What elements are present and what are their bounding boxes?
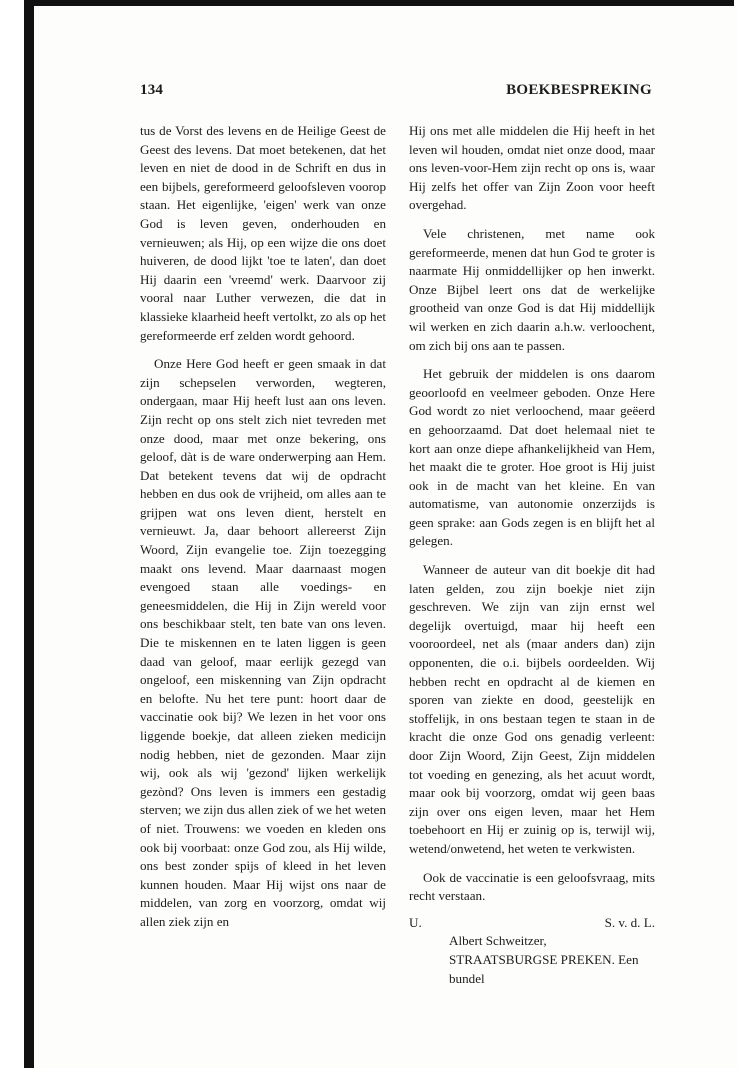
paragraph: Wanneer de auteur van dit boekje dit had laten gelden, zou zijn boekje niet zijn geschreven. We zijn van zijn ernst wel degelijk overtuigd, maar hij heeft een vooroordeel, net als (maar anders dan) zijn opponenten, die o.i. bijbels oordeelden. Wij hebben recht en opdracht al de kiemen en sporen van ziekte en dood, geestelijk en stoffelijk, in ons bestaan tegen te staan in de kracht die onze God ons genadig verleent: door Zijn Woord, Zijn Geest, Zijn middelen tot voeding en genezing, als het acuut wordt, maar ook bij voorzorg, omdat wij geen baas zijn over ons eigen leven, maar het Hem toebehoort en Hij er zuinig op is, terwijl wij, wetend/onwetend, het weten te verkwisten. — [409, 562, 655, 856]
paragraph: Vele christenen, met name ook gereformeerde, menen dat hun God te groter is naarmate Hij onmiddellijker op hen inwerkt. Onze Bijbel leert ons dat de werkelijke grootheid van onze God is dat Hij middellijk wil werken en zich daarin a.h.w. verloochent, om zich bij ons aan te passen. — [409, 225, 655, 353]
book-description: Een bundel — [449, 951, 639, 986]
paragraph: Het gebruik der middelen is ons daarom geoorloofd en veelmeer geboden. Onze Here God wordt zo niet verloochend, maar geëerd en gehoorzaamd. Dat doet helemaal niet te kort aan onze diepe afhankelijkheid van Hem, het maakt die te groter. Hoe groot is Hij juist ook in de macht van het kleine. En van automatisme, van autonomie onzerzijds is geen sprake: aan Gods zegen is en blijft het al gelegen. — [409, 366, 655, 549]
paragraph: Onze Here God heeft er geen smaak in dat zijn schepselen verworden, wegteren, ondergaan, maar Hij heeft lust aan ons leven. Zijn recht op ons stelt zich niet tevreden met onze dood, maar met onze bekering, ons geloof, dàt is de ware onderwerping aan Hem. Dat betekent tevens dat wij de opdracht hebben en dus ook de vrijheid, om alles aan te grijpen wat ons leven dient, herstelt en vernieuwt. Ja, daar behoort allereerst Zijn Woord, Zijn evangelie toe. Zijn toezegging maakt ons levend. Maar daarnaast mogen evengoed staan alle voedings- en geneesmiddelen, die Hij in Zijn wereld voor ons beschikbaar stelt, ten bate van ons leven. Die te miskennen en te laten liggen is geen daad van geloof, maar eerlijk gezegd van ongeloof, een miskenning van Zijn opdracht en belofte. Nu het tere punt: hoort daar de vaccinatie ook bij? We lezen in het voor ons liggende boekje, dat alleen zieken medicijn nodig hebben, niet de gezonden. Maar zijn wij, ook als wij 'gezond' lijken werkelijk gezònd? Ons leven is immers een gestadig sterven; we zijn dus allen ziek of we het weten of niet. Trouwens: we voeden en kleden ons ook bij voorbaat: onze God zou, als Hij wilde, ons best zonder spijs of kleed in het leven kunnen houden. Maar Hij wijst ons naar de middelen, van zorg en voorzorg, omdat wij allen ziek zijn en — [140, 356, 386, 929]
paragraph: Ook de vaccinatie is een geloofsvraag, mits recht verstaan. — [409, 869, 655, 904]
left-column — [140, 122, 386, 932]
right-column — [409, 122, 655, 988]
running-header: BOEKBESPREKING — [506, 82, 652, 98]
paragraph: tus de Vorst des levens en de Heilige Geest de Geest des levens. Dat moet betekenen, dat het leven en niet de dood in de Schrift en dus in een bijbels, gereformeerd geloofsleven voorop staan. Het eigenlijke, 'eigen' werk van onze God is leven geven, onderhouden en vernieuwen; als Hij, op een wijze die ons doet huiveren, de dood lijkt 'toe te laten', dan doet Hij daarin een 'vreemd' werk. Daarvoor zij vooral naar Luther verwezen, die dat in klassieke klaarheid heeft vertolkt, zo als op het gereformeerde erf zelden wordt gehoord. — [140, 123, 386, 343]
book-entry — [409, 932, 655, 988]
paragraph: Hij ons met alle middelen die Hij heeft in het leven wil houden, omdat niet onze dood, maar ons leven-voor-Hem zijn recht op ons is, waar Hij zelfs het offer van Zijn Zoon voor heeft overgehad. — [409, 123, 655, 213]
book-author: Albert Schweitzer, — [449, 933, 547, 949]
review-signature — [409, 914, 655, 933]
page-number: 134 — [140, 82, 164, 98]
scan-left-border — [24, 0, 34, 1068]
signature-author: S. v. d. L. — [604, 914, 655, 930]
signature-initial: U. — [409, 914, 422, 930]
book-title: STRAATSBURGSE PREKEN. — [449, 951, 615, 967]
